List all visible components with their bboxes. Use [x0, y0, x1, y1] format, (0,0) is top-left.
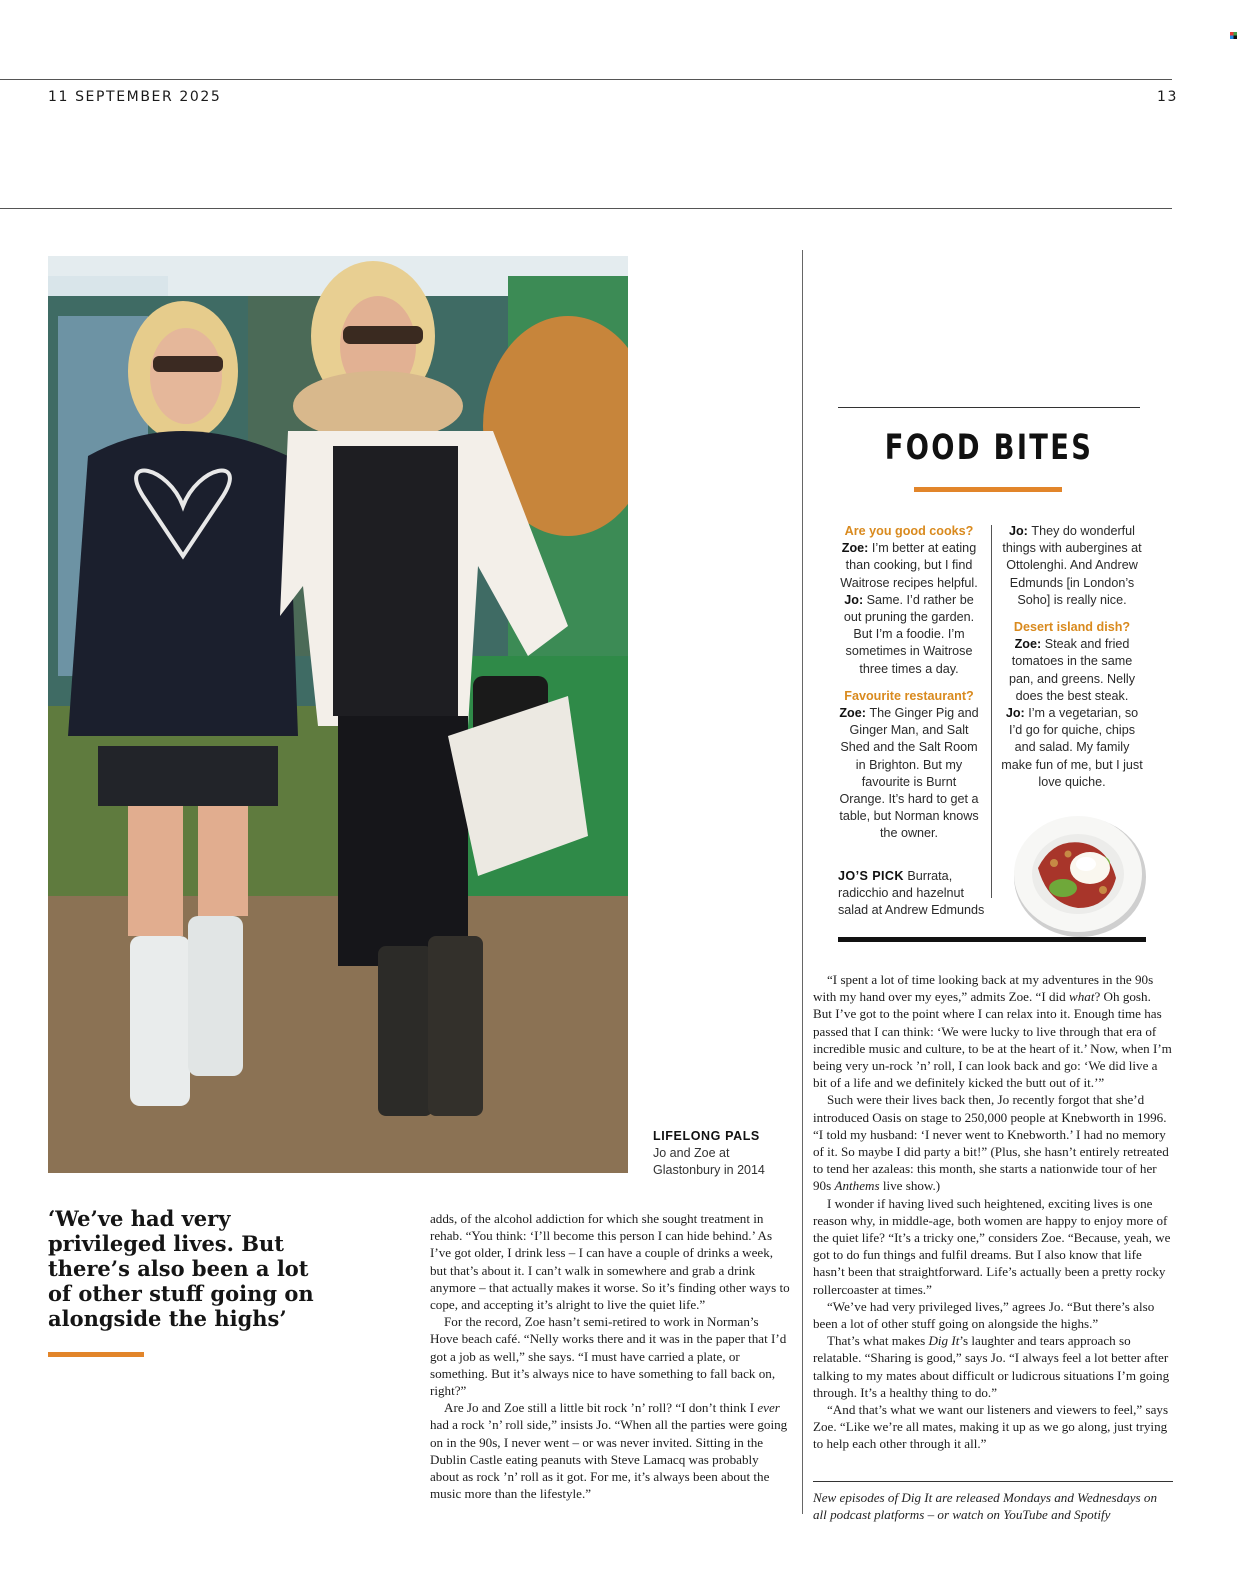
- food-bites-left-question: Favourite restaurant?: [844, 688, 974, 703]
- middle-column-paragraph: Are Jo and Zoe still a little bit rock ’n’ roll? “I don’t think I ever had a rock ’n’ roll side,” insists Jo. “When all the parties were going on in the 90s, I never went – or was never invited. Sitting in the Dublin Castle eating peanuts with Steve Lamacq was probably about as rock ’n’ roll as it got. For me, it’s always been about the music more than the lifestyle.”: [430, 1400, 788, 1502]
- speaker-name: Zoe:: [1014, 637, 1045, 652]
- food-bites-left-question: Are you good cooks?: [844, 524, 974, 538]
- header-bottom-rule: [0, 208, 1172, 209]
- jos-pick: [838, 868, 988, 920]
- food-bites-right-question: Desert island dish?: [1013, 620, 1131, 635]
- speaker-name: Jo:: [1008, 524, 1032, 538]
- middle-column-paragraph: For the record, Zoe hasn’t semi-retired to work in Norman’s Hove beach café. “Nelly works there and it was in the paper that I’d got a job as well,” she says. “I must have carried a plate, or something. But it’s always nice to have something to fall back on, right?”: [430, 1314, 787, 1399]
- food-bites-title: FOOD BITES: [884, 428, 1094, 468]
- pull-quote: ‘We’ve had very privileged lives. But there’s also been a lot of other stuff going on alongside the highs’: [48, 1206, 314, 1331]
- caption-text: Jo and Zoe at Glastonbury in 2014: [653, 1146, 765, 1177]
- column-divider: [802, 250, 803, 1514]
- answer-text: Same. I’d rather be out pruning the garden. But I’m a foodie. I’m sometimes in Waitrose three times a day.: [843, 592, 975, 676]
- food-bites-right-column: [998, 523, 1146, 791]
- feature-photo: [48, 256, 628, 1173]
- food-bites-top-rule: [838, 407, 1140, 408]
- right-column-paragraph: “I spent a lot of time looking back at my adventures in the 90s with my hand over my eyes,” admits Zoe. “I did what? Oh gosh. But I’ve got to the point where I can relax into it. Enough time has passed that I can think: ‘We were lucky to live through that era of incredible music and culture, to be at the heart of it.’ Now, when I’m being very un-rock ’n’ roll, I can look back and go: ‘We did live a bit of a life and we definitely kicked the butt out of it.’”: [813, 972, 1172, 1091]
- jos-pick-label: JO’S PICK: [838, 869, 904, 883]
- food-bites-bottom-rule: [838, 937, 1146, 942]
- right-column-paragraph: “And that’s what we want our listeners and viewers to feel,” says Zoe. “Like we’re all mates, making it up as we go along, just trying to help each other through it all.”: [813, 1402, 1169, 1452]
- article-body-right-column: [813, 971, 1173, 1453]
- answer-text: Steak and fried tomatoes in the same pan, and greens. Nelly does the best steak.: [1008, 637, 1136, 703]
- food-bites-left-answer: [838, 540, 980, 592]
- answer-text: I’m better at eating than cooking, but I find Waitrose recipes helpful.: [840, 541, 978, 590]
- right-column-paragraph: That’s what makes Dig It’s laughter and tears approach so relatable. “Sharing is good,” says Jo. “I always feel a lot better after talking to my mates about difficult or ludicrous situations I’m going through. It’s a healthy thing to do.”: [813, 1333, 1170, 1400]
- speaker-name: Jo:: [1005, 706, 1029, 721]
- pull-quote-accent-bar: [48, 1352, 144, 1357]
- page-number: 13: [1157, 89, 1179, 105]
- answer-text: I’m a vegetarian, so I’d go for quiche, chips and salad. My family make fun of me, but I just love quiche.: [1001, 706, 1143, 789]
- right-column-paragraph: “We’ve had very privileged lives,” agrees Jo. “But there’s also been a lot of other stuff going on alongside the highs.”: [813, 1298, 1155, 1332]
- header-top-rule: [0, 79, 1172, 80]
- speaker-name: Zoe:: [839, 706, 870, 721]
- issue-date: 11 SEPTEMBER 2025: [48, 89, 222, 105]
- speaker-name: Jo:: [844, 592, 867, 607]
- speaker-name: Zoe:: [841, 541, 872, 556]
- right-column-paragraph: Such were their lives back then, Jo recently forgot that she’d introduced Oasis on stage to 250,000 people at Knebworth in 1996. “I told my husband: ‘I never went to Knebworth.’ I had no memory of it. So maybe I did party a bit!” (Plus, she hasn’t entirely retreated to tend her azaleas: this month, she starts a nationwide tour of her 90s Anthems live show.): [813, 1092, 1169, 1194]
- food-bites-left-column: [838, 523, 980, 843]
- footnote-rule: [813, 1481, 1173, 1482]
- caption-heading: LIFELONG PALS: [653, 1129, 760, 1143]
- food-bites-accent-bar: [914, 487, 1062, 492]
- food-bites-right-answer: [998, 705, 1146, 791]
- photo-caption: [653, 1128, 793, 1179]
- food-bites-divider: [991, 525, 992, 898]
- answer-text: They do wonderful things with aubergines at Ottolenghi. And Andrew Edmunds [in London’s Soho] is really nice.: [1002, 524, 1142, 607]
- jos-pick-text: Burrata, radicchio and hazelnut salad at Andrew Edmunds: [838, 869, 985, 918]
- food-bites-right-answer: [998, 636, 1146, 705]
- answer-text: The Ginger Pig and Ginger Man, and Salt Shed and the Salt Room in Brighton. But my favourite is Burnt Orange. It’s hard to get a table, but Norman knows the owner.: [839, 706, 979, 841]
- episode-footnote: New episodes of Dig It are released Mondays and Wednesdays on all podcast platforms – or watch on YouTube and Spotify: [813, 1490, 1158, 1523]
- food-bites-left-answer: [838, 592, 980, 678]
- food-bites-right-answer: [998, 523, 1146, 609]
- right-column-paragraph: I wonder if having lived such heightened, exciting lives is one reason why, in middle-age, both women are happy to enjoy more of the quiet life? “It’s a tricky one,” considers Zoe. “Because, yeah, we got to do fun things and fulfil dreams. But I also know that life hasn’t been that straightforward. Life’s actually been a pretty rocky rollercoaster at times.”: [813, 1195, 1171, 1297]
- burrata-salad-plate-icon: [1008, 808, 1148, 938]
- food-bites-left-answer: [838, 705, 980, 843]
- middle-column-paragraph: adds, of the alcohol addiction for which she sought treatment in rehab. “You think: ‘I’ll become this person I can hide behind.’ As I’ve got older, I drink less – I can have a couple of drinks a week, but that’s about it. I can’t walk in somewhere and grab a drink anymore – that actually makes it worse. So it’s finding other ways to cope, and accepting it’s alright to live the quiet life.”: [430, 1211, 790, 1313]
- article-body-middle-column: [430, 1210, 790, 1502]
- photo-two-women-festival-icon: [48, 256, 628, 1173]
- colour-registration-icon: [1230, 32, 1237, 39]
